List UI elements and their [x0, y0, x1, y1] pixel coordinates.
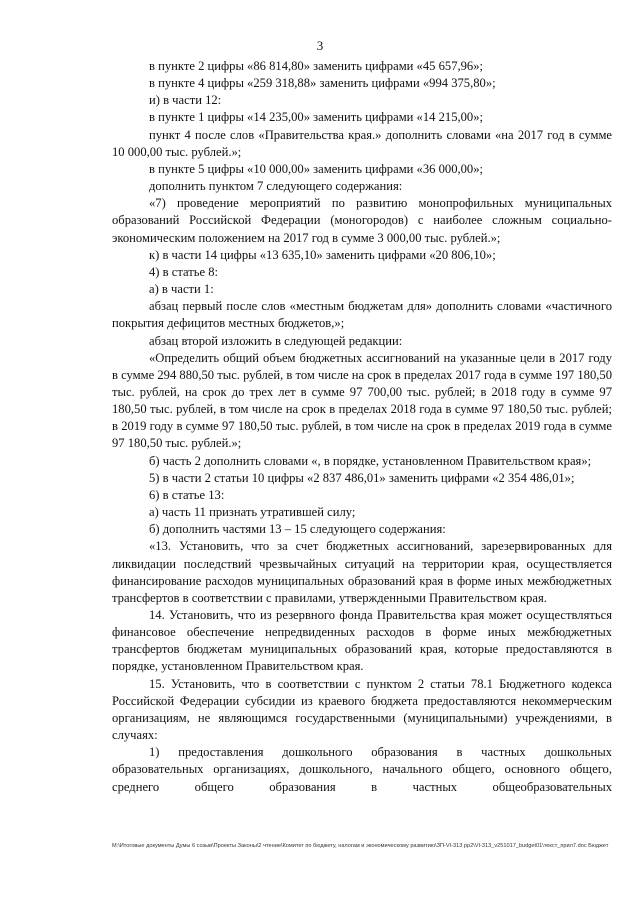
paragraph: 5) в части 2 статьи 10 цифры «2 837 486,01» заменить цифрами «2 354 486,01»; [149, 470, 575, 485]
paragraph: а) часть 11 признать утратившей силу; [149, 505, 356, 520]
paragraph: 14. Установить, что из резервного фонда Правительства края может осуществляться финансовое обеспечение непредвиденных расходов в форме иных межбюджетных трансфертов бюджетам муниципальных образований края, которые предоставляются в порядке, установленном Правительством края. [112, 608, 612, 674]
paragraph: 6) в статье 13: [149, 487, 225, 502]
paragraph: в пункте 5 цифры «10 000,00» заменить цифрами «36 000,00»; [149, 161, 484, 176]
paragraph: «7) проведение мероприятий по развитию монопрофильных муниципальных образований Российской Федерации (моногородов) с наиболее сложным социально-экономическим положением на 2017 год в сумме 3 000,00 тыс. рублей.»; [112, 196, 612, 245]
paragraph: 1) предоставления дошкольного образования в частных дошкольных образовательных организациях, дошкольного, начального общего, основного общего, среднего общего образования в частных общеобразовательных [112, 745, 612, 794]
paragraph: к) в части 14 цифры «13 635,10» заменить цифрами «20 806,10»; [149, 247, 496, 262]
paragraph: абзац первый после слов «местным бюджетам для» дополнить словами «частичного покрытия дефицитов местных бюджетов,»; [112, 299, 612, 331]
paragraph: абзац второй изложить в следующей редакции: [149, 333, 403, 348]
paragraph: пункт 4 после слов «Правительства края.» дополнить словами «на 2017 год в сумме 10 000,00 тыс. рублей.»; [112, 127, 612, 159]
paragraph: а) в части 1: [149, 282, 214, 297]
paragraph: и) в части 12: [149, 93, 222, 108]
paragraph: б) дополнить частями 13 – 15 следующего содержания: [149, 522, 446, 537]
paragraph: 4) в статье 8: [149, 264, 219, 279]
paragraph: в пункте 4 цифры «259 318,88» заменить цифрами «994 375,80»; [149, 76, 496, 91]
paragraph: «13. Установить, что за счет бюджетных ассигнований, зарезервированных для ликвидации последствий чрезвычайных ситуаций на территории края, осуществляется финансирование расходов муниципальных образований края в форме иных межбюджетных трансфертов в соответствии с правилами, утвержденными Правительством края. [112, 539, 612, 605]
page-number: 3 [316, 38, 324, 53]
paragraph: дополнить пунктом 7 следующего содержания: [149, 179, 403, 194]
paragraph: «Определить общий объем бюджетных ассигнований на указанные цели в 2017 году в сумме 294 880,50 тыс. рублей, в том числе на срок в пределах 2017 года в сумме 197 180,50 тыс. рублей, на срок до трех лет в сумме 97 700,00 тыс. рублей; в 2018 году в сумме 97 180,50 тыс. рублей, в том числе на срок в пределах 2018 года в сумме 97 180,50 тыс. рублей; в 2019 году в сумме 97 180,50 тыс. рублей, в том числе на срок в пределах 2019 года в сумме 97 180,50 тыс. рублей.»; [112, 350, 612, 451]
file-path-footer: М:\Итоговые документы Думы 6 созыв\Проекты Законы\2 чтение\Комитет по бюджету, налогам и экономическому развитию\ЗП-VI-313 pp2\VI-313_v251017_budget01\текст_прил7.doc Бюджет [112, 843, 609, 849]
paragraph: в пункте 1 цифры «14 235,00» заменить цифрами «14 215,00»; [149, 110, 484, 125]
document-body [112, 58, 612, 796]
paragraph: б) часть 2 дополнить словами «, в порядке, установленном Правительством края»; [149, 453, 592, 468]
paragraph: в пункте 2 цифры «86 814,80» заменить цифрами «45 657,96»; [149, 59, 484, 73]
paragraph: 15. Установить, что в соответствии с пунктом 2 статьи 78.1 Бюджетного кодекса Российской Федерации субсидии из краевого бюджета предоставляются некоммерческим организациям, не являющимся государственными (муниципальными) учреждениями, в случаях: [112, 676, 612, 743]
